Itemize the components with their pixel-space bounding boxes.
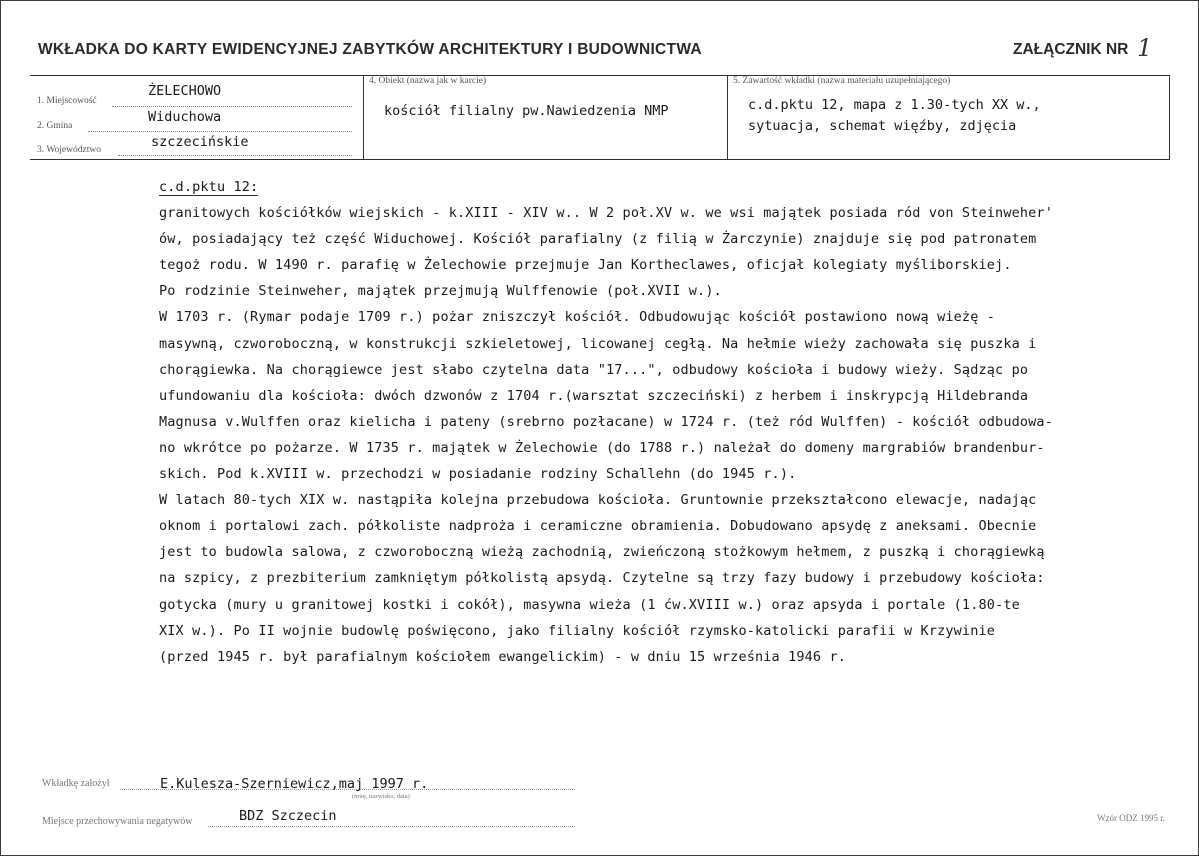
contents-line-2: sytuacja, schemat więźby, zdjęcia: [748, 118, 1017, 134]
body-text: [159, 174, 1064, 670]
prepared-by-value: E.Kulesza-Szerniewicz,maj 1997 r.: [160, 776, 429, 792]
locality-label: 1. Miejscowość: [37, 96, 97, 106]
text-line: W latach 80-tych XIX w. nastąpiła kolejna przebudowa kościoła. Gruntownie przekształcono elewacje, nadając: [159, 492, 1037, 509]
text-line: tegoż rodu. W 1490 r. parafię w Żelechowie przejmuje Jan Kortheclawes, oficjał kolegiaty myśliborskiej.: [159, 257, 1012, 274]
text-line: Magnusa v.Wulffen oraz kielicha i pateny (srebrno pozłacane) w 1724 r. (też ród Wulffen) - kościół odbudowa-: [159, 413, 1053, 430]
attachment-number: 1: [1137, 34, 1153, 62]
grid-right-edge: [1169, 75, 1170, 159]
voivodeship-value: szczecińskie: [151, 134, 249, 150]
storage-value: BDZ Szczecin: [239, 808, 337, 824]
text-line: oknom i portalowi zach. półkoliste nadproża i ceramiczne obramienia. Dobudowano apsydę z aneksami. Obecnie: [159, 518, 1037, 535]
text-line: (przed 1945 r. był parafialnym kościołem ewangelickim) - w dniu 15 września 1946 r.: [159, 648, 847, 665]
text-line: ów, posiadający też część Widuchowej. Kościół parafialny (z filią w Żarczynie) znajduje się pod patronatem: [159, 231, 1037, 248]
grid-top-rule: [30, 75, 1170, 76]
text-line: gotycka (mury u granitowej kostki i cokół), masywna wieża (1 ćw.XVIII w.) oraz apsyda i portale (1.80-te: [159, 596, 1020, 613]
attachment-label: ZAŁĄCZNIK NR: [1013, 41, 1129, 58]
text-line: skich. Pod k.XVIII w. przechodzi w posiadanie rodziny Schallehn (do 1945 r.).: [159, 466, 797, 483]
text-line: granitowych kościółków wiejskich - k.XIII - XIV w.. W 2 poł.XV w. we wsi majątek posiada ród von Steinweher': [159, 205, 1053, 222]
locality-dots: [112, 106, 352, 107]
form-code: Wzór ODZ 1995 r.: [1097, 813, 1165, 823]
text-line: W 1703 r. (Rymar podaje 1709 r.) pożar zniszczył kościół. Odbudowując kościół postawiono nową wieżę -: [159, 309, 996, 326]
prepared-by-caption: (imię, nazwisko, data): [352, 793, 410, 800]
text-line: na szpicy, z prezbiterium zamkniętym półkolistą apsydą. Czytelne są trzy fazy budowy i przebudowy kościoła:: [159, 570, 1045, 587]
form-title: WKŁADKA DO KARTY EWIDENCYJNEJ ZABYTKÓW ARCHITEKTURY I BUDOWNICTWA: [38, 41, 702, 58]
contents-label: 5. Zawartość wkładki (nazwa materiału uzupełniającego): [733, 76, 951, 86]
grid-divider-1: [363, 75, 364, 159]
voivodeship-label: 3. Województwo: [37, 145, 101, 155]
contents-line-1: c.d.pktu 12, mapa z 1.30-tych XX w.,: [748, 97, 1041, 113]
text-line: no wkrótce po pożarze. W 1735 r. majątek w Żelechowie (do 1788 r.) należał do domeny margrabiów brandenbur-: [159, 439, 1045, 456]
section-heading: c.d.pktu 12:: [159, 179, 259, 195]
locality-value: ŻELECHOWO: [148, 83, 222, 99]
text-line: XIX w.). Po II wojnie budowlę poświęcono, jako filialny kościół rzymsko-katolicki parafii w Krzywinie: [159, 622, 996, 639]
object-label: 4. Obiekt (nazwa jak w karcie): [369, 76, 487, 86]
text-line: jest to budowla salowa, z czworoboczną wieżą zachodnią, zwieńczoną stożkowym hełmem, z puszką i chorągiewką: [159, 544, 1045, 561]
prepared-by-label: Wkładkę założył: [42, 778, 110, 789]
storage-dots: [208, 826, 575, 827]
text-line: ufundowaniu dla kościoła: dwóch dzwonów z 1704 r.(warsztat szczeciński) z herbem i inskrypcją Hildebranda: [159, 387, 1029, 404]
commune-label: 2. Gmina: [37, 121, 73, 131]
body-paragraph: [159, 200, 1064, 670]
voivodeship-dots: [118, 155, 352, 156]
text-line: masywną, czworoboczną, w konstrukcji szkieletowej, licowanej cegłą. Na hełmie wieży zachowała się puszka i: [159, 335, 1037, 352]
object-value: kościół filialny pw.Nawiedzenia NMP: [384, 103, 669, 119]
storage-label: Miejsce przechowywania negatywów: [42, 816, 193, 827]
grid-divider-2: [727, 75, 728, 159]
commune-value: Widuchowa: [148, 109, 222, 125]
text-line: chorągiewka. Na chorągiewce jest słabo czytelna data "17...", odbudowy kościoła i budowy wieży. Sądząc po: [159, 361, 1029, 378]
commune-dots: [88, 131, 352, 132]
grid-bottom-rule: [30, 159, 1170, 160]
text-line: Po rodzinie Steinweher, majątek przejmują Wulffenowie (poł.XVII w.).: [159, 283, 722, 300]
